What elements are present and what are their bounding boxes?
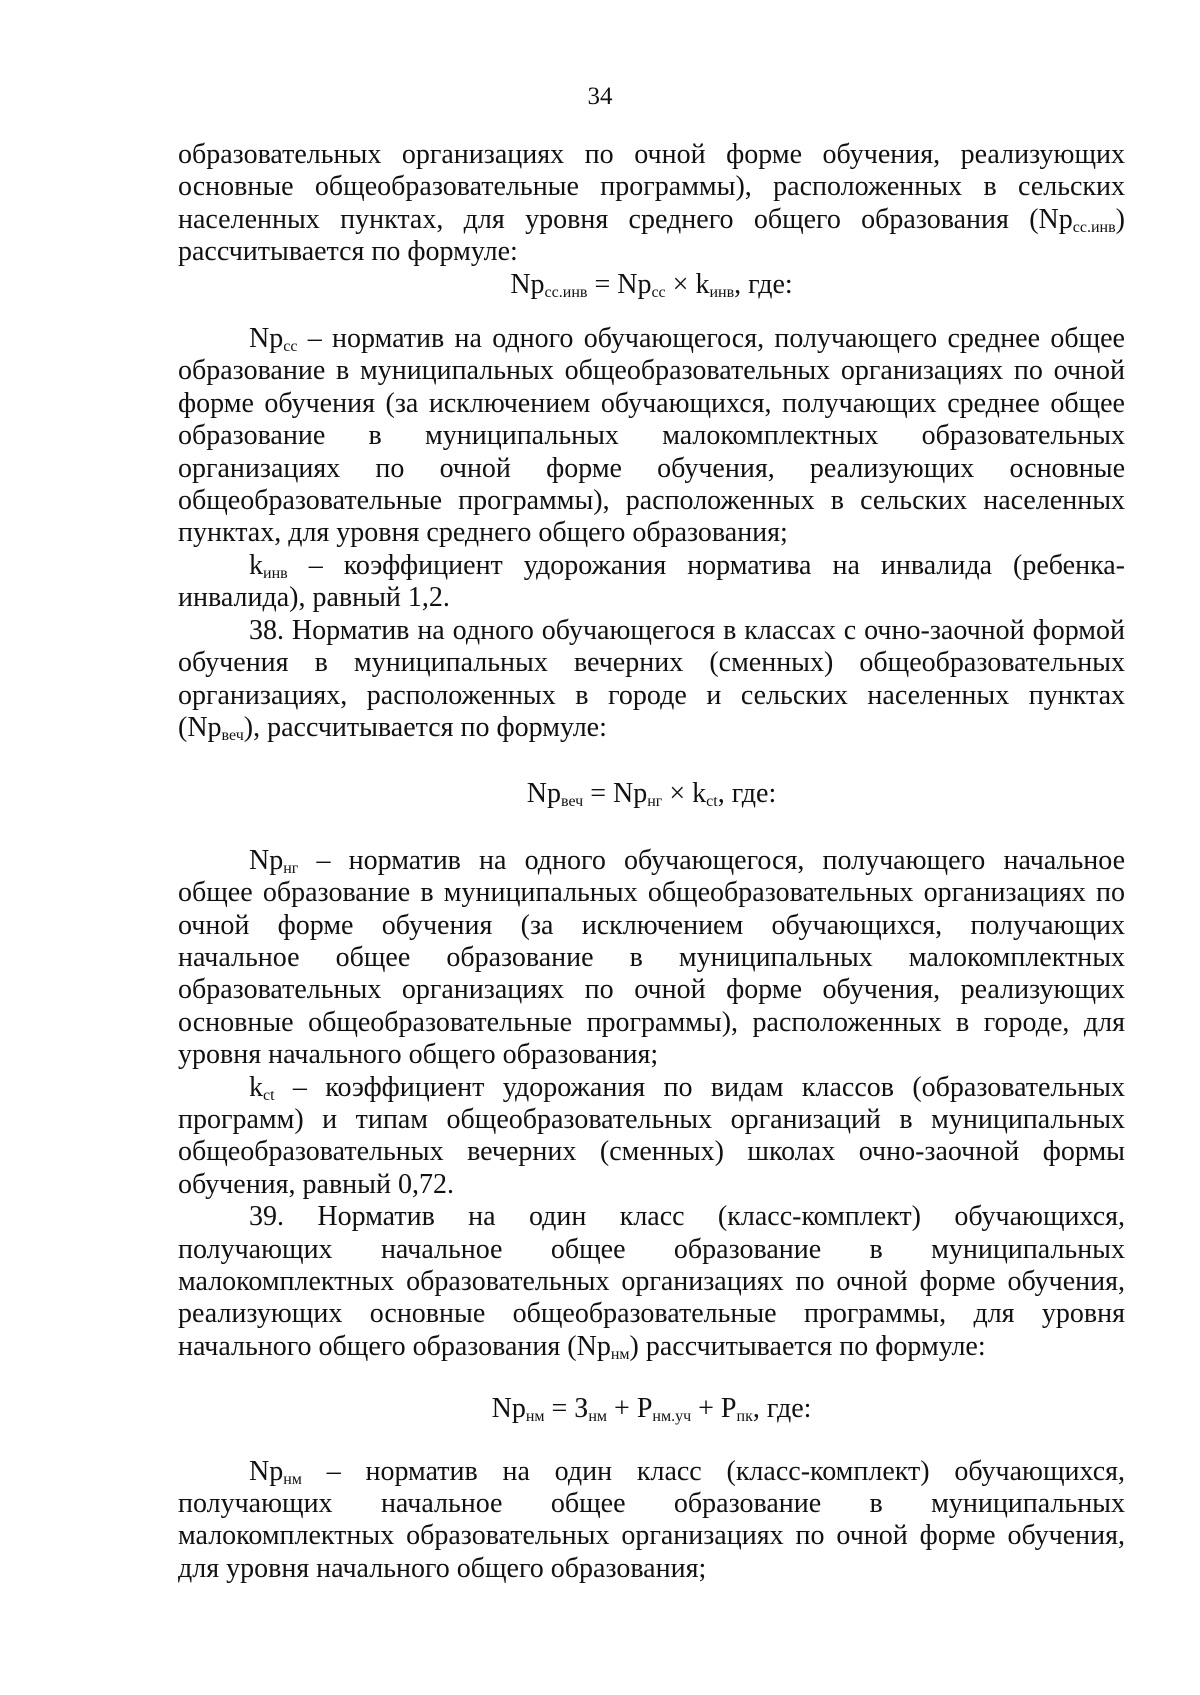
definition-npnm: $Np_{нм}$ – норматив на один класс (класс-комплект) обучающихся, получающих начальное общее образование в муниципальных малокомплектных образовательных организациях по очной форме обучения, для уровня начального общего образования; [178, 1455, 1125, 1584]
definition-kct: $k_{ct}$ – коэффициент удорожания по видам классов (образовательных программ) и типам общеобразовательных организаций в муниципальных общеобразовательных вечерних (сменных) школах очно-заочной формы обучения, равный 0,72. [178, 1071, 1125, 1200]
spacer [178, 811, 1125, 845]
item-39: 39. Норматив на один класс (класс-комплект) обучающихся, получающих начальное общее образование в муниципальных малокомплектных образовательных организациях по очной форме обучения, реализующих основные общеобразовательные программы, для уровня начального общего образования $(Np_{нм})$ рассчитывается по формуле: [178, 1201, 1125, 1363]
paragraph-continuation: образовательных организациях по очной форме обучения, реализующих основные общеобразовательные программы), расположенных в сельских населенных пунктах, для уровня среднего общего образования $(Np_{сс.инв})$ рассчитывается по формуле: [178, 139, 1125, 268]
formula-npvech: $Np_{веч} = Np_{нг} \times k_{ct}$, где: [526, 778, 777, 811]
definition-kinv: $k_{инв}$ – коэффициент удорожания норматива на инвалида (ребенка-инвалида), равный 1,2. [178, 549, 1125, 614]
page-number: 34 [587, 83, 613, 110]
definition-npcc: $Np_{сс}$ – норматив на одного обучающегося, получающего среднее общее образование в муниципальных общеобразовательных организациях по очной форме обучения (за исключением обучающихся, получающих среднее общее образование в муниципальных малокомплектных образовательных организациях по очной форме обучения, реализующих основные общеобразовательные программы), расположенных в сельских населенных пунктах, для уровня среднего общего образования; [178, 323, 1125, 549]
formula-npcc-inv: $Np_{сс.инв} = Np_{сс} \times k_{инв}$, где: [510, 268, 793, 301]
spacer [178, 301, 1125, 323]
formula-npnm: $Np_{нм} = З_{нм} + P_{нм.уч} + P_{пк}$, где: [491, 1393, 812, 1426]
document-body [178, 139, 1125, 1585]
spacer [178, 744, 1125, 778]
spacer [178, 1363, 1125, 1393]
definition-npng: $Np_{нг}$ – норматив на одного обучающегося, получающего начальное общее образование в муниципальных общеобразовательных организациях по очной форме обучения (за исключением обучающихся, получающих начальное общее образование в муниципальных малокомплектных образовательных организациях по очной форме обучения, реализующих основные общеобразовательные программы), расположенных в городе, для уровня начального общего образования; [178, 844, 1125, 1071]
spacer [178, 1426, 1125, 1456]
item-38: 38. Норматив на одного обучающегося в классах с очно-заочной формой обучения в муниципальных вечерних (сменных) общеобразовательных организациях, расположенных в городе и сельских населенных пунктах $(Np_{веч})$, рассчитывается по формуле: [178, 614, 1125, 744]
